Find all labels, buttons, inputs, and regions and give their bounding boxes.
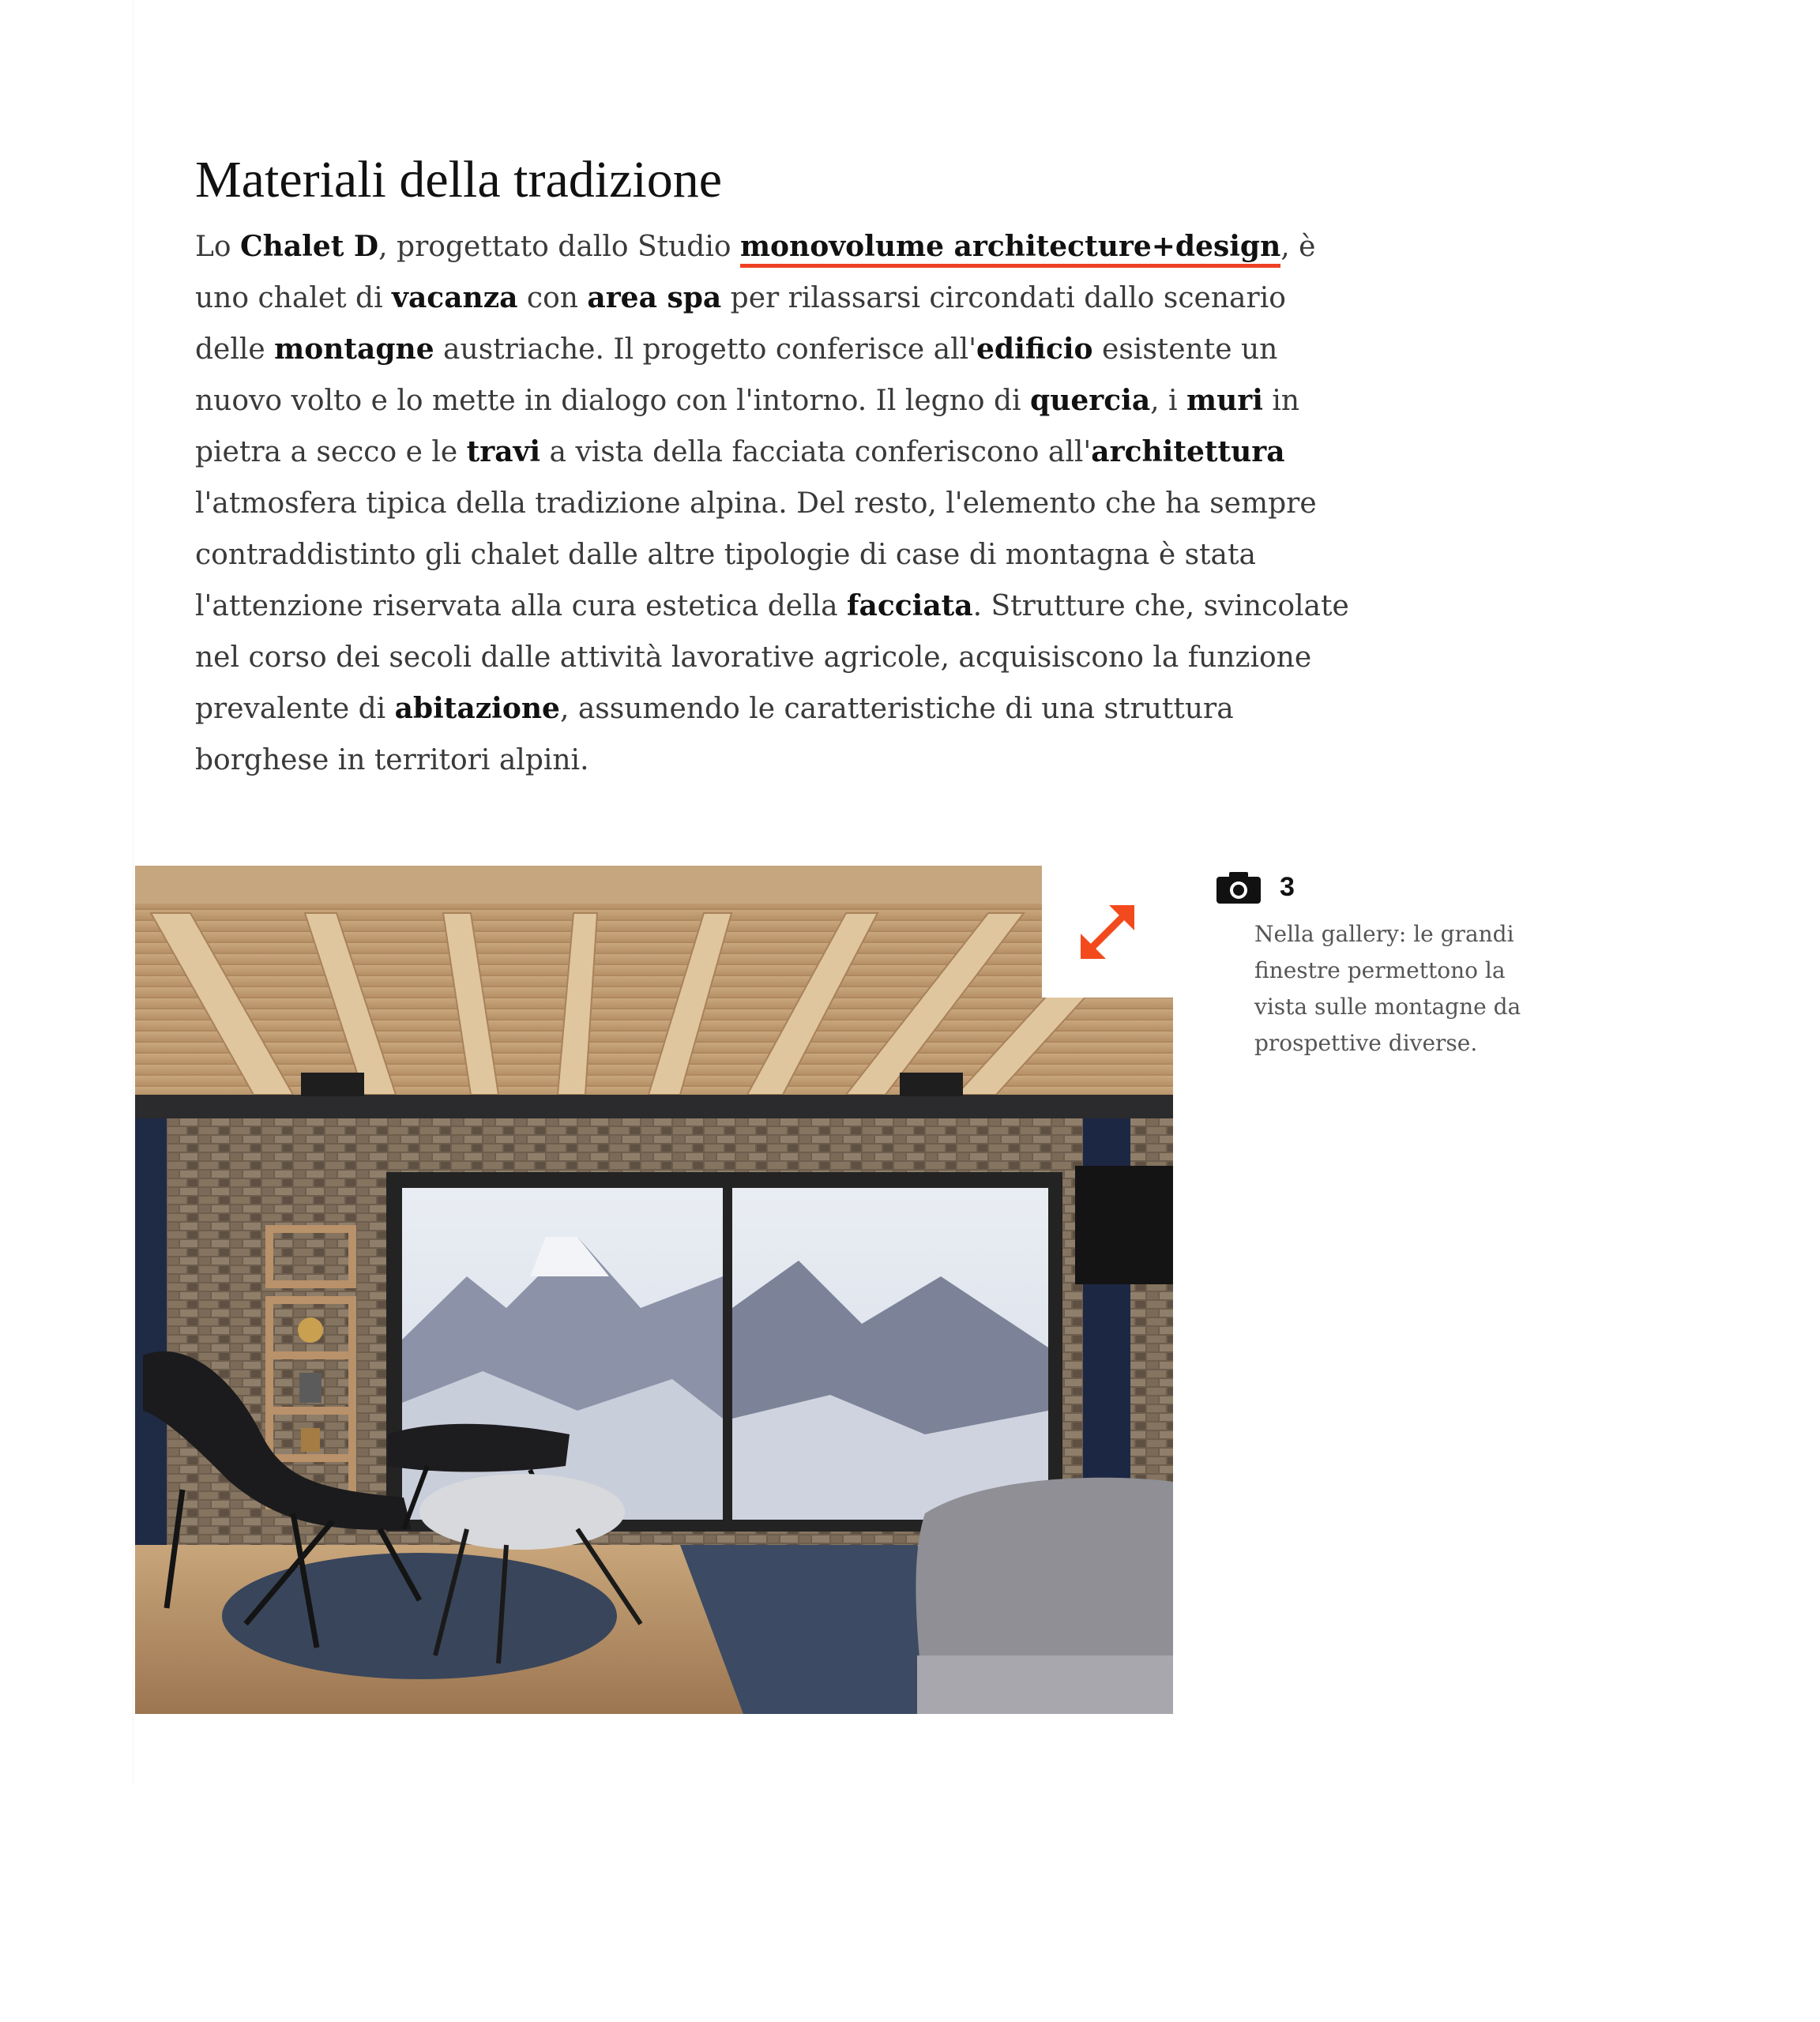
gallery-caption: Nella gallery: le grandi finestre permettono la vista sulle montagne da prospettive diverse. xyxy=(1254,921,1521,1056)
paragraph-text: per rilassarsi circondati dallo scenario delle xyxy=(195,282,1286,366)
paragraph-text: esistente un nuovo volto e lo mette in dialogo con l'intorno. Il legno di xyxy=(195,333,1278,417)
paragraph-text: a vista della facciata conferiscono all' xyxy=(540,436,1092,468)
paragraph-text: , progettato dallo Studio xyxy=(378,231,740,263)
bold-keyword: architettura xyxy=(1091,435,1285,468)
gallery-photo-count: 3 xyxy=(1280,871,1295,902)
paragraph-text: con xyxy=(517,282,588,314)
bold-keyword: muri xyxy=(1186,384,1263,417)
bold-keyword: facciata xyxy=(847,589,973,622)
paragraph-text: , assumendo le caratteristiche di una struttura borghese in territori alpini. xyxy=(195,693,1234,776)
section-heading: Materiali della tradizione xyxy=(195,151,723,209)
bold-keyword: travi xyxy=(466,435,541,468)
bold-keyword: edificio xyxy=(976,333,1093,366)
bold-keyword: area spa xyxy=(587,281,722,314)
paragraph-text: Lo xyxy=(195,231,241,263)
expand-arrows-icon xyxy=(1076,900,1139,964)
paragraph-text: , i xyxy=(1150,385,1186,417)
bold-keyword: Chalet D xyxy=(240,230,379,263)
bold-keyword: vacanza xyxy=(392,281,518,314)
bold-keyword: abitazione xyxy=(394,692,560,725)
paragraph-text: , è uno chalet di xyxy=(195,231,1316,314)
bold-keyword: quercia xyxy=(1030,384,1151,417)
article-paragraph xyxy=(195,221,1356,786)
gallery-count-row[interactable] xyxy=(1216,867,1548,907)
paragraph-text: l'atmosfera tipica della tradizione alpina. Del resto, l'elemento che ha sempre contraddistinto gli chalet dalle altre tipologie di case di montagna è stata l'attenzione riservata alla cura estetica della xyxy=(195,487,1317,622)
gallery-image[interactable] xyxy=(135,866,1173,1714)
gallery-info xyxy=(1216,867,1548,1062)
paragraph-text: austriache. Il progetto conferisce all' xyxy=(434,333,977,366)
expand-gallery-button[interactable] xyxy=(1042,866,1173,998)
paragraph-text: . Strutture che, svincolate nel corso dei secoli dalle attività lavorative agricole, acquisiscono la funzione prevalente di xyxy=(195,590,1349,725)
chalet-bedroom-photo xyxy=(135,866,1173,1714)
camera-icon xyxy=(1216,870,1261,904)
bold-keyword: montagne xyxy=(274,333,434,366)
studio-link[interactable]: monovolume architecture+design xyxy=(740,230,1280,268)
paragraph-text: in pietra a secco e le xyxy=(195,385,1300,468)
